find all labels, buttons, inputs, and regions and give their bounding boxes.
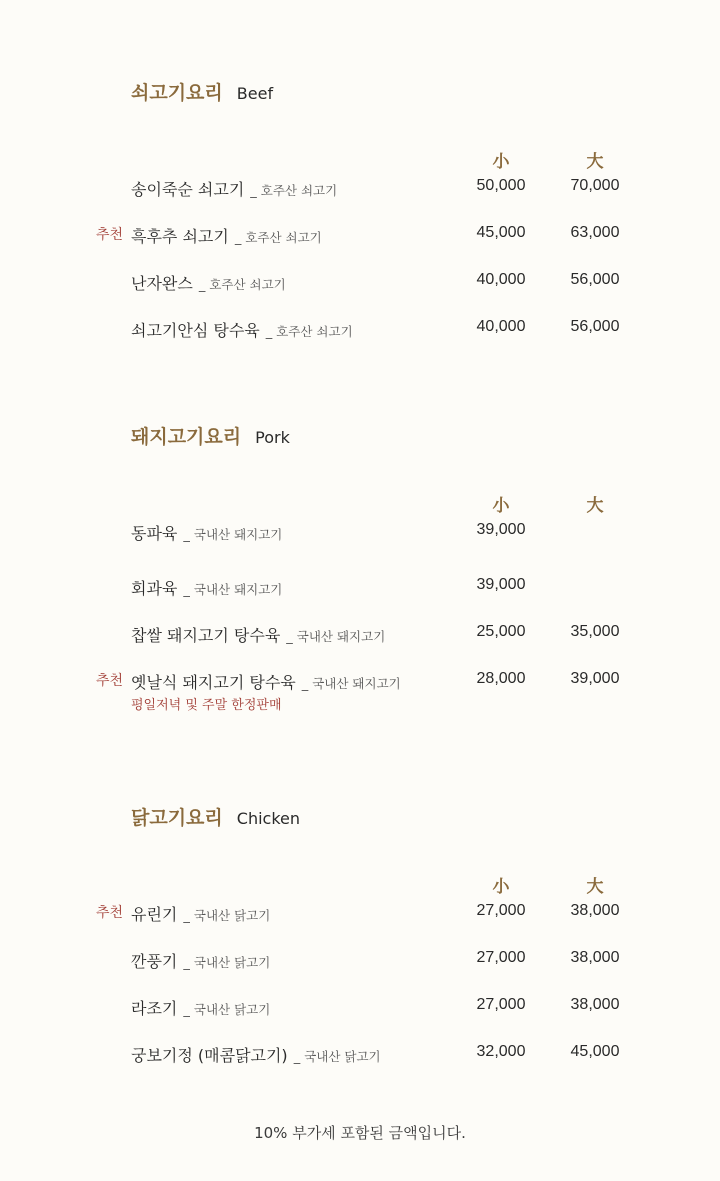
price-small: 27,000 bbox=[476, 996, 526, 1013]
item-name: 쇠고기안심 탕수육 bbox=[131, 321, 260, 340]
item-separator: _ bbox=[183, 583, 190, 598]
section-title-ko: 돼지고기요리 bbox=[131, 426, 242, 448]
size-small-header: 小 bbox=[492, 496, 510, 516]
item-separator: _ bbox=[183, 528, 190, 543]
menu-row bbox=[0, 996, 720, 1026]
item-separator: _ bbox=[234, 231, 242, 246]
item-separator: _ bbox=[265, 325, 273, 340]
size-large-header: 大 bbox=[586, 496, 604, 516]
item-separator: _ bbox=[198, 278, 206, 293]
section-title bbox=[131, 422, 290, 449]
menu-item bbox=[131, 670, 401, 693]
recommend-badge: 추천 bbox=[96, 905, 124, 921]
recommend-badge: 추천 bbox=[96, 673, 124, 689]
price-large: 39,000 bbox=[570, 670, 620, 687]
section-title-en: Chicken bbox=[236, 809, 301, 828]
item-name: 회과육 bbox=[131, 579, 178, 598]
item-name: 유린기 bbox=[131, 905, 178, 924]
price-large: 56,000 bbox=[570, 271, 620, 288]
item-origin: 호주산 쇠고기 bbox=[209, 277, 286, 292]
menu-item bbox=[131, 521, 282, 544]
item-name: 찹쌀 돼지고기 탕수육 bbox=[131, 626, 281, 645]
item-separator: _ bbox=[183, 956, 190, 971]
section-title-en: Beef bbox=[236, 84, 274, 103]
item-origin: 호주산 쇠고기 bbox=[245, 230, 322, 245]
price-large: 70,000 bbox=[570, 177, 620, 194]
menu-item bbox=[131, 318, 353, 341]
item-origin: 국내산 닭고기 bbox=[304, 1049, 381, 1064]
item-separator: _ bbox=[183, 909, 190, 924]
item-origin: 국내산 돼지고기 bbox=[296, 629, 386, 644]
section-title bbox=[131, 78, 273, 105]
menu-item bbox=[131, 902, 270, 925]
item-name: 송이죽순 쇠고기 bbox=[131, 180, 245, 199]
item-origin: 국내산 돼지고기 bbox=[193, 582, 283, 597]
item-origin: 국내산 돼지고기 bbox=[312, 676, 401, 691]
vat-notice: 10% 부가세 포함된 금액입니다. bbox=[254, 1124, 466, 1142]
menu-row bbox=[0, 576, 720, 606]
limited-sale-note: 평일저녁 및 주말 한정판매 bbox=[131, 698, 282, 713]
menu-item bbox=[131, 177, 337, 200]
price-small: 28,000 bbox=[476, 670, 526, 687]
price-large: 38,000 bbox=[570, 949, 620, 966]
item-origin: 국내산 닭고기 bbox=[193, 955, 271, 970]
price-small: 27,000 bbox=[476, 949, 526, 966]
price-small: 39,000 bbox=[476, 576, 526, 593]
price-small: 27,000 bbox=[476, 902, 526, 919]
menu-row bbox=[0, 271, 720, 301]
section-title-ko: 쇠고기요리 bbox=[131, 82, 223, 104]
size-large-header: 大 bbox=[586, 152, 604, 172]
menu-row bbox=[0, 224, 720, 254]
size-small-header: 小 bbox=[492, 877, 510, 897]
item-origin: 호주산 쇠고기 bbox=[260, 183, 338, 198]
menu-row bbox=[0, 949, 720, 979]
item-origin: 호주산 쇠고기 bbox=[276, 324, 353, 339]
menu-row bbox=[0, 623, 720, 653]
price-large: 63,000 bbox=[570, 224, 620, 241]
price-large: 38,000 bbox=[570, 996, 620, 1013]
menu-row bbox=[0, 318, 720, 348]
menu-item bbox=[131, 224, 322, 247]
menu-item bbox=[131, 996, 270, 1019]
menu-row bbox=[0, 521, 720, 551]
recommend-badge: 추천 bbox=[96, 227, 124, 243]
menu-row bbox=[0, 177, 720, 207]
menu-item bbox=[131, 576, 282, 599]
item-name: 난자완스 bbox=[131, 274, 193, 293]
item-separator: _ bbox=[250, 184, 257, 199]
section-title-ko: 닭고기요리 bbox=[131, 807, 223, 829]
item-separator: _ bbox=[301, 677, 309, 692]
item-origin: 국내산 닭고기 bbox=[193, 908, 271, 923]
item-name: 궁보기정 (매콤닭고기) bbox=[131, 1046, 288, 1065]
item-separator: _ bbox=[286, 630, 293, 645]
menu-row bbox=[0, 670, 720, 720]
item-separator: _ bbox=[183, 1003, 190, 1018]
price-small: 40,000 bbox=[476, 318, 526, 335]
item-name: 동파육 bbox=[131, 524, 178, 543]
price-large: 35,000 bbox=[570, 623, 620, 640]
item-name: 깐풍기 bbox=[131, 952, 178, 971]
section-title bbox=[131, 803, 300, 830]
price-small: 50,000 bbox=[476, 177, 526, 194]
item-origin: 국내산 닭고기 bbox=[193, 1002, 271, 1017]
price-small: 45,000 bbox=[476, 224, 526, 241]
item-name: 옛날식 돼지고기 탕수육 bbox=[131, 673, 296, 692]
price-large: 38,000 bbox=[570, 902, 620, 919]
item-separator: _ bbox=[293, 1050, 301, 1065]
item-name: 라조기 bbox=[131, 999, 178, 1018]
price-small: 25,000 bbox=[476, 623, 526, 640]
section-title-en: Pork bbox=[255, 428, 290, 447]
price-large: 56,000 bbox=[570, 318, 620, 335]
item-origin: 국내산 돼지고기 bbox=[193, 527, 283, 542]
menu-item bbox=[131, 1043, 381, 1066]
price-small: 32,000 bbox=[476, 1043, 526, 1060]
item-name: 흑후추 쇠고기 bbox=[131, 227, 229, 246]
menu-item bbox=[131, 949, 270, 972]
price-small: 40,000 bbox=[476, 271, 526, 288]
price-large: 45,000 bbox=[570, 1043, 620, 1060]
price-small: 39,000 bbox=[476, 521, 526, 538]
size-small-header: 小 bbox=[492, 152, 510, 172]
size-large-header: 大 bbox=[586, 877, 604, 897]
menu-row bbox=[0, 902, 720, 932]
menu-item bbox=[131, 623, 385, 646]
menu-row bbox=[0, 1043, 720, 1073]
menu-item bbox=[131, 271, 286, 294]
